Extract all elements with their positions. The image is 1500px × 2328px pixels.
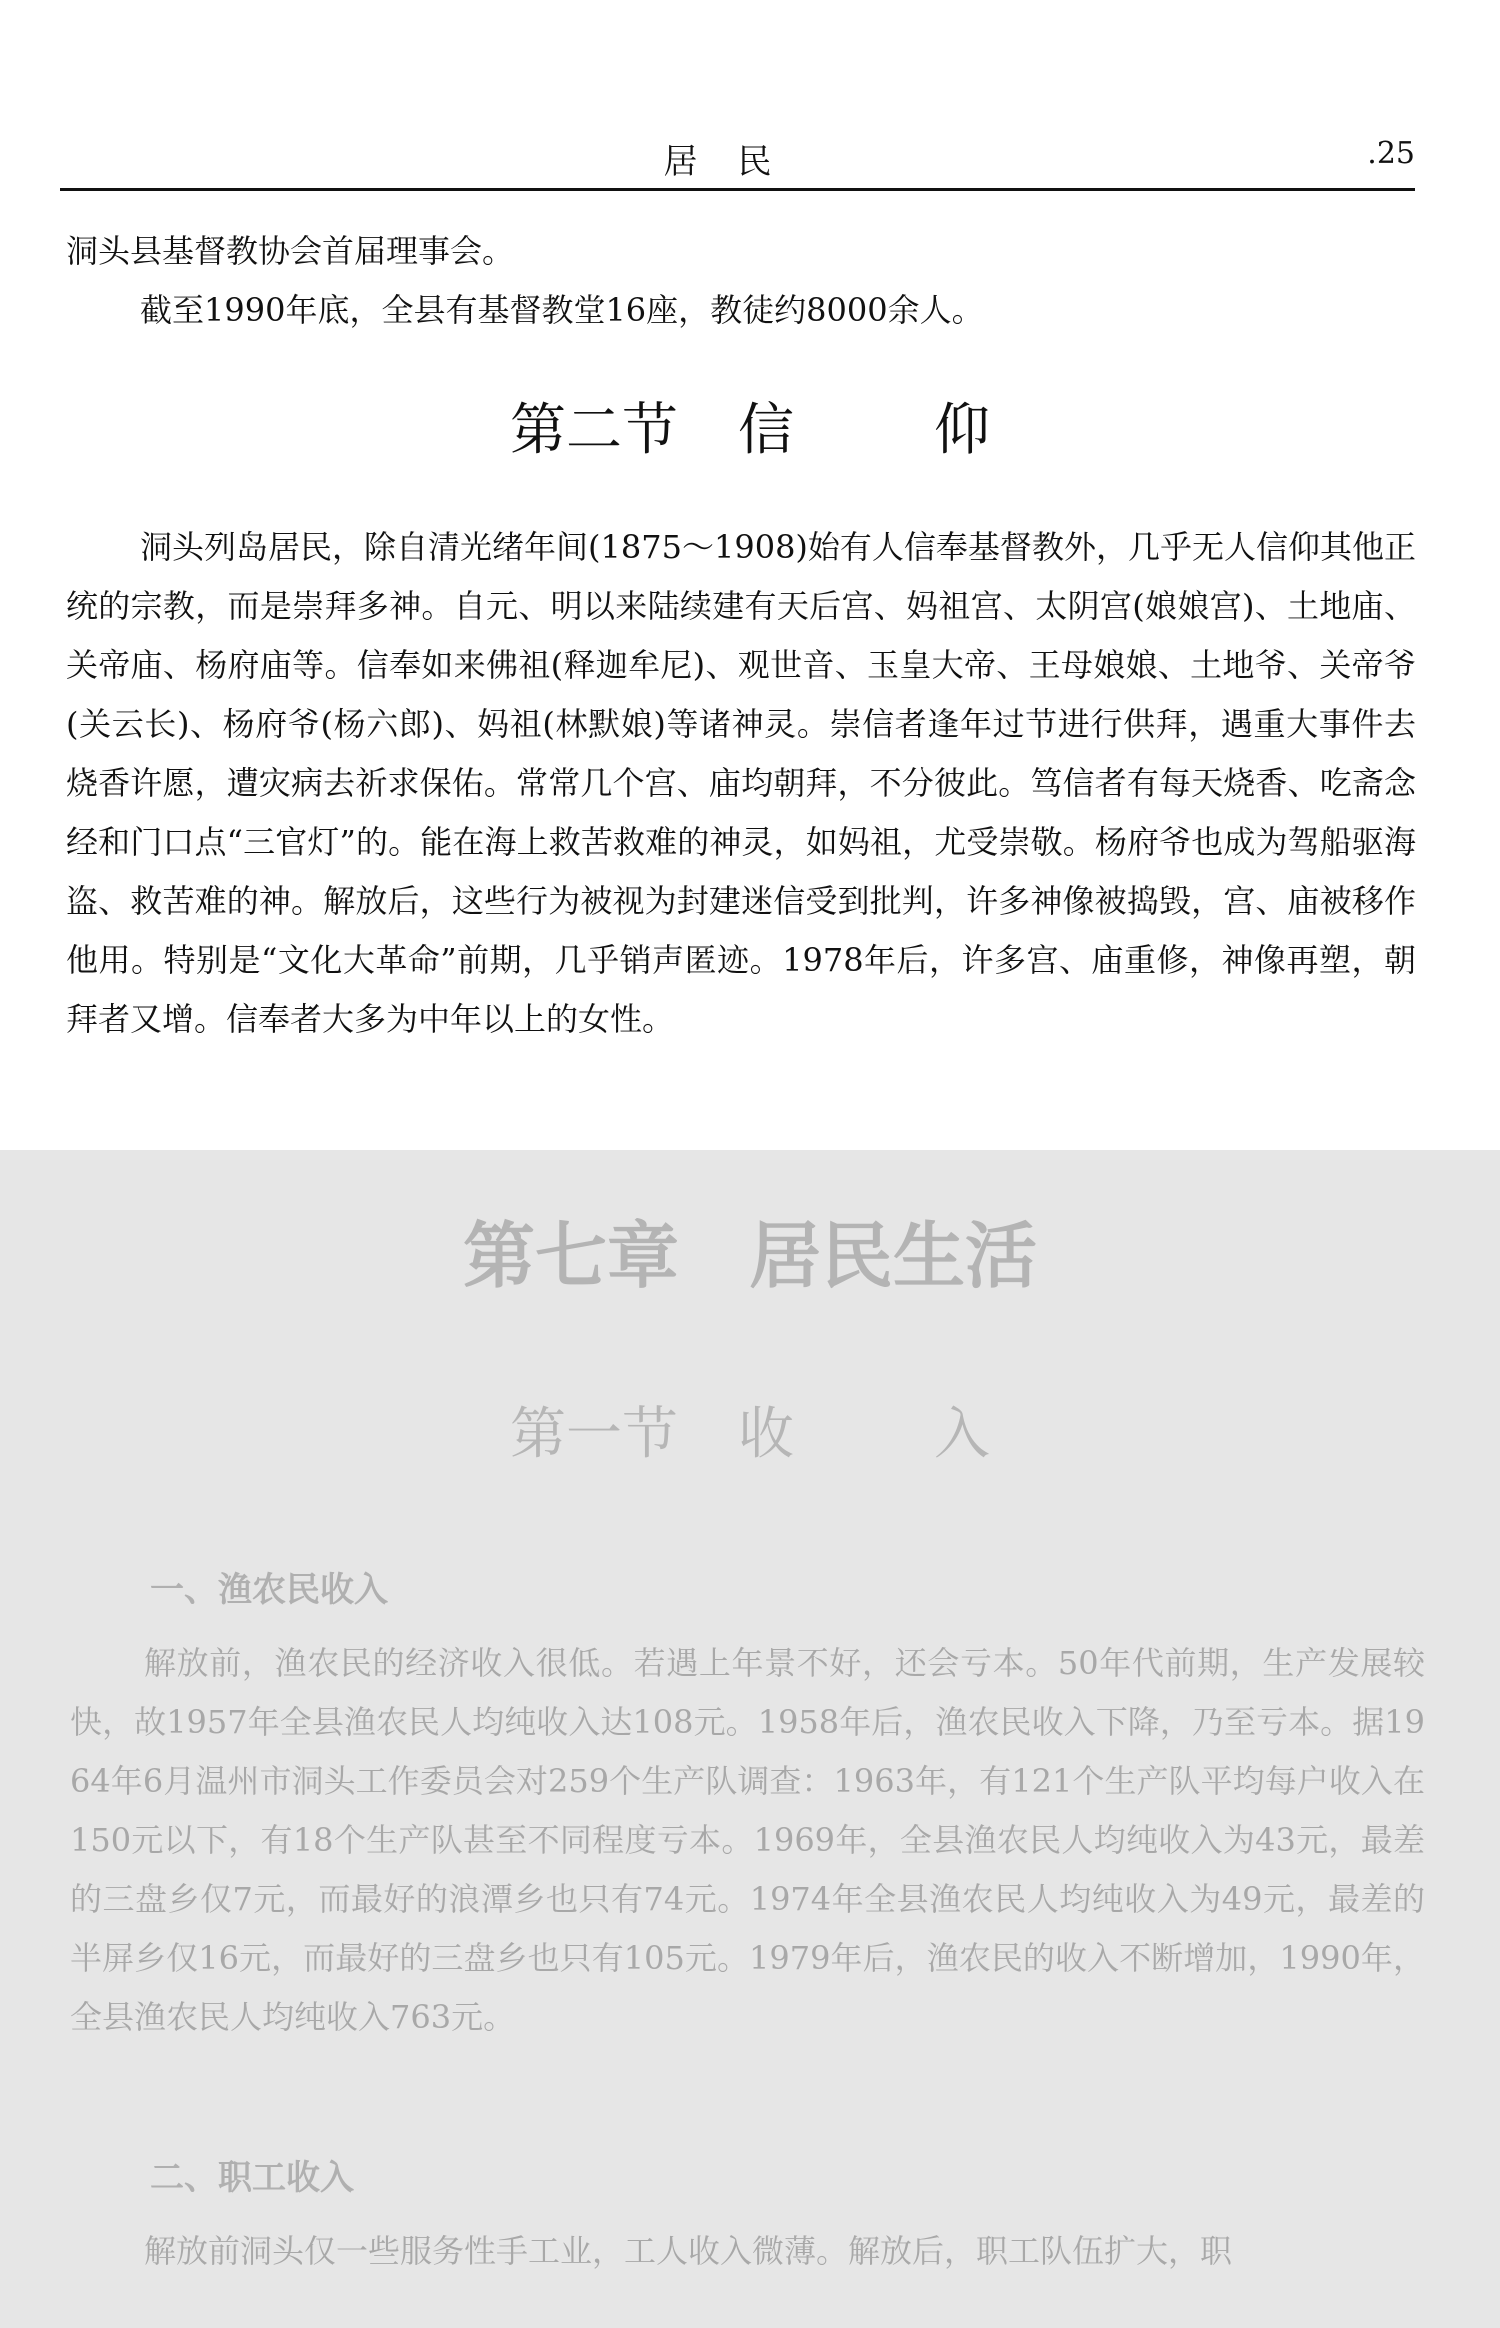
paragraph-2: 截至1990年底，全县有基督教堂16座，教徒约8000余人。	[140, 291, 984, 329]
section-title-char2: 仰	[934, 398, 990, 463]
subheading-worker-income: 二、职工收入	[150, 2158, 354, 2198]
section-title-belief	[0, 386, 1500, 466]
running-title: 居民	[663, 142, 812, 182]
belief-body	[66, 518, 1416, 1049]
section-title-income	[0, 1390, 1500, 1470]
income-section-char1: 收	[738, 1402, 794, 1467]
farmer-income-paragraph: 解放前，渔农民的经济收入很低。若遇上年景不好，还会亏本。50年代前期，生产发展较快，故1957年全县渔农民人均纯收入达108元。1958年后，渔农民收入下降，乃至亏本。据1964年6月温州市洞头工作委员会对259个生产队调查：1963年，有121个生产队平均每户收入在150元以下，有18个生产队甚至不同程度亏本。1969年，全县渔农民人均纯收入为43元，最差的三盘乡仅7元，而最好的浪潭乡也只有74元。1974年全县渔农民人均纯收入为49元，最差的半屏乡仅16元，而最好的三盘乡也只有105元。1979年后，渔农民的收入不断增加，1990年，全县渔农民人均纯收入763元。	[70, 1644, 1425, 2036]
subheading-farmer-income: 一、渔农民收入	[150, 1570, 388, 1610]
chapter-name: 居民生活	[749, 1214, 1038, 1298]
continued-text	[66, 222, 1416, 340]
section-title-prefix: 第二节	[510, 398, 678, 463]
income-section-prefix: 第一节	[510, 1402, 678, 1467]
belief-paragraph: 洞头列岛居民，除自清光绪年间(1875～1908)始有人信奉基督教外，几乎无人信仰其他正统的宗教，而是崇拜多神。自元、明以来陆续建有天后宫、妈祖宫、太阴宫(娘娘宫)、土地庙、关帝庙、杨府庙等。信奉如来佛祖(释迦牟尼)、观世音、玉皇大帝、王母娘娘、土地爷、关帝爷(关云长)、杨府爷(杨六郎)、妈祖(林默娘)等诸神灵。崇信者逢年过节进行供拜，遇重大事件去烧香许愿，遭灾病去祈求保佑。常常几个宫、庙均朝拜，不分彼此。笃信者有每天烧香、吃斋念经和门口点“三官灯”的。能在海上救苦救难的神灵，如妈祖，尤受崇敬。杨府爷也成为驾船驱海盗、救苦难的神。解放后，这些行为被视为封建迷信受到批判，许多神像被捣毁，宫、庙被移作他用。特别是“文化大革命”前期，几乎销声匿迹。1978年后，许多宫、庙重修，神像再塑，朝拜者又增。信奉者大多为中年以上的女性。	[66, 528, 1416, 1038]
income-section-char2: 入	[934, 1402, 990, 1467]
page-number: .25	[1367, 136, 1415, 171]
section-title-char1: 信	[738, 398, 794, 463]
chapter-prefix: 第七章	[462, 1214, 679, 1298]
running-header	[60, 128, 1415, 191]
worker-income-body	[70, 2222, 1425, 2281]
paragraph-1: 洞头县基督教协会首届理事会。	[66, 232, 515, 270]
farmer-income-body	[70, 1634, 1425, 2047]
chapter-title	[0, 1198, 1500, 1302]
worker-income-paragraph: 解放前洞头仅一些服务性手工业，工人收入微薄。解放后，职工队伍扩大，职	[144, 2232, 1233, 2270]
